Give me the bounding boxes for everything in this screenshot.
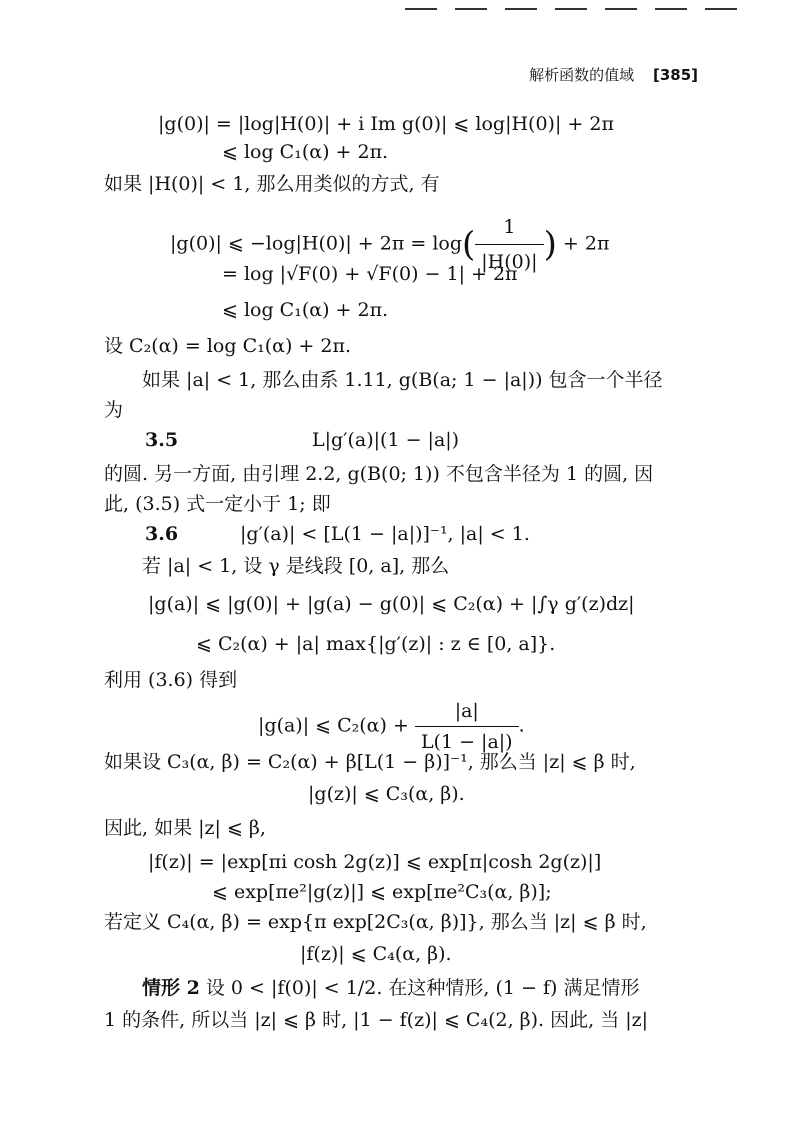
equation-line: |g′(a)| < [L(1 − |a|)]⁻¹, |a| < 1. [240, 523, 530, 545]
equation-line: |g(a)| ⩽ |g(0)| + |g(a) − g(0)| ⩽ C₂(α) + |∫γ g′(z)dz| [148, 593, 635, 615]
equation-line: ⩽ exp[πe²|g(z)|] ⩽ exp[πe²C₃(α, β)]; [212, 881, 552, 903]
top-rule [655, 8, 687, 10]
right-paren: ) [543, 224, 557, 265]
left-paren: ( [462, 224, 476, 265]
equation-line: |g(0)| = |log|H(0)| + i Im g(0)| ⩽ log|H(0)| + 2π [158, 113, 614, 135]
header-title: 解析函数的值域 [529, 66, 635, 84]
equation-lhs: |g(a)| ⩽ C₂(α) + [258, 714, 409, 737]
fraction-denominator: L(1 − |a|) [415, 726, 519, 757]
top-rule [405, 8, 437, 10]
equation-line: = log |√F(0) + √F(0) − 1| + 2π [222, 263, 518, 285]
equation-line [258, 696, 525, 757]
equation-rhs: + 2π [562, 232, 610, 255]
text-line [142, 976, 640, 1000]
text-line: 因此, 如果 |z| ⩽ β, [104, 817, 266, 839]
fraction [415, 696, 519, 757]
text-line: 的圆. 另一方面, 由引理 2.2, g(B(0; 1)) 不包含半径为 1 的圆, 因 [104, 463, 654, 485]
text-line: 如果 |a| < 1, 那么由系 1.11, g(B(a; 1 − |a|)) 包含一个半径 [142, 369, 663, 391]
page-number: [385] [652, 66, 698, 84]
top-rule [605, 8, 637, 10]
equation-number: 3.6 [145, 523, 179, 545]
text-line: 此, (3.5) 式一定小于 1; 即 [104, 493, 331, 515]
equation-line: |f(z)| ⩽ C₄(α, β). [300, 943, 452, 965]
equation-line: |f(z)| = |exp[πi cosh 2g(z)] ⩽ exp[π|cosh 2g(z)|] [148, 851, 602, 873]
top-rule [705, 8, 737, 10]
top-rule [505, 8, 537, 10]
text-line: 利用 (3.6) 得到 [104, 669, 238, 691]
fraction-denominator: |H(0)| [475, 244, 543, 279]
text-line: 如果 |H(0)| < 1, 那么用类似的方式, 有 [104, 173, 440, 195]
equation-line: ⩽ log C₁(α) + 2π. [222, 299, 389, 321]
text-line: 若 |a| < 1, 设 γ 是线段 [0, a], 那么 [142, 555, 450, 577]
text-line: 如果设 C₃(α, β) = C₂(α) + β[L(1 − β)]⁻¹, 那么当 |z| ⩽ β 时, [104, 751, 636, 773]
text-line: 设 C₂(α) = log C₁(α) + 2π. [104, 335, 351, 357]
equation-number: 3.5 [145, 429, 179, 451]
case-label: 情形 2 [142, 977, 200, 999]
text-line: 若定义 C₄(α, β) = exp{π exp[2C₃(α, β)]}, 那么当 |z| ⩽ β 时, [104, 911, 647, 933]
top-rule [555, 8, 587, 10]
equation-line: L|g′(a)|(1 − |a|) [312, 429, 460, 451]
text-line: 为 [104, 399, 124, 421]
fraction-numerator: 1 [503, 216, 516, 238]
top-rule [455, 8, 487, 10]
running-header [529, 64, 698, 85]
equation-lhs: |g(0)| ⩽ −log|H(0)| + 2π = log [170, 232, 463, 255]
equation-line: ⩽ C₂(α) + |a| max{|g′(z)| : z ∈ [0, a]}. [196, 633, 556, 655]
equation-end: . [518, 714, 525, 737]
equation-line: ⩽ log C₁(α) + 2π. [222, 141, 389, 163]
equation-line: |g(z)| ⩽ C₃(α, β). [308, 783, 465, 805]
fraction-numerator: |a| [454, 700, 479, 722]
text-line: 1 的条件, 所以当 |z| ⩽ β 时, |1 − f(z)| ⩽ C₄(2, β). 因此, 当 |z| [104, 1009, 649, 1031]
case-text: 设 0 < |f(0)| < 1/2. 在这种情形, (1 − f) 满足情形 [205, 977, 640, 999]
